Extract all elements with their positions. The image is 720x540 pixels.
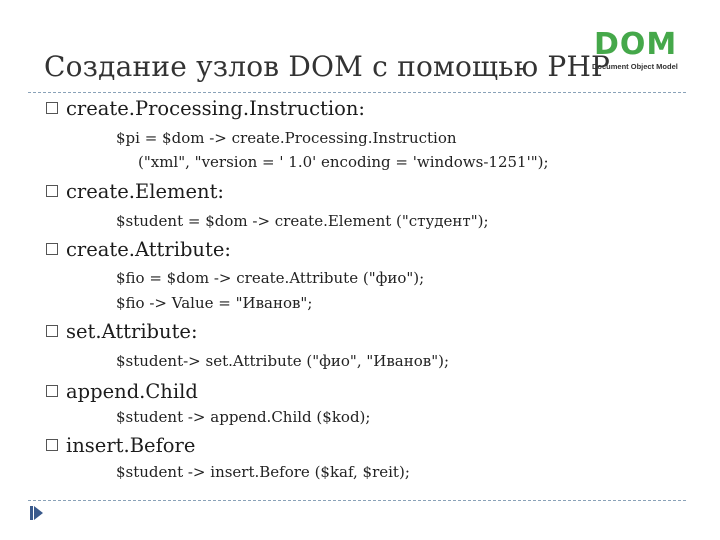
bullet-heading: create.Attribute: [66, 238, 231, 261]
bullet-item [46, 320, 198, 343]
bullet-item [46, 238, 231, 261]
bullet-box-icon [46, 439, 58, 451]
bottom-divider [28, 500, 686, 501]
slide-title: Создание узлов DOM с помощью PHP [44, 50, 611, 83]
code-line: ("xml", "version = ' 1.0' encoding = 'windows-1251'"); [138, 153, 549, 171]
code-line: $pi = $dom -> create.Processing.Instruction [116, 129, 457, 147]
logo-subtitle: Document Object Model [592, 62, 678, 71]
bullet-box-icon [46, 243, 58, 255]
bullet-heading: create.Processing.Instruction: [66, 97, 365, 120]
top-divider [28, 92, 686, 93]
bullet-heading: create.Element: [66, 180, 224, 203]
bullet-item [46, 380, 198, 403]
bullet-item [46, 180, 224, 203]
bullet-box-icon [46, 102, 58, 114]
logo-text: DOM [594, 27, 678, 62]
bullet-item [46, 97, 365, 120]
code-line: $student -> insert.Before ($kaf, $reit); [116, 463, 410, 481]
code-line: $fio -> Value = "Иванов"; [116, 294, 313, 312]
bullet-box-icon [46, 325, 58, 337]
bullet-heading: append.Child [66, 380, 198, 403]
bullet-item [46, 434, 195, 457]
bullet-box-icon [46, 385, 58, 397]
code-line: $student -> append.Child ($kod); [116, 408, 371, 426]
code-line: $student = $dom -> create.Element ("студент"); [116, 212, 489, 230]
corner-bar-icon [30, 506, 33, 520]
bullet-box-icon [46, 185, 58, 197]
dom-logo [590, 28, 682, 76]
code-line: $fio = $dom -> create.Attribute ("фио"); [116, 269, 425, 287]
bullet-heading: set.Attribute: [66, 320, 198, 343]
corner-arrow-icon [34, 506, 43, 520]
code-line: $student-> set.Attribute ("фио", "Иванов"); [116, 352, 450, 370]
bullet-heading: insert.Before [66, 434, 196, 457]
